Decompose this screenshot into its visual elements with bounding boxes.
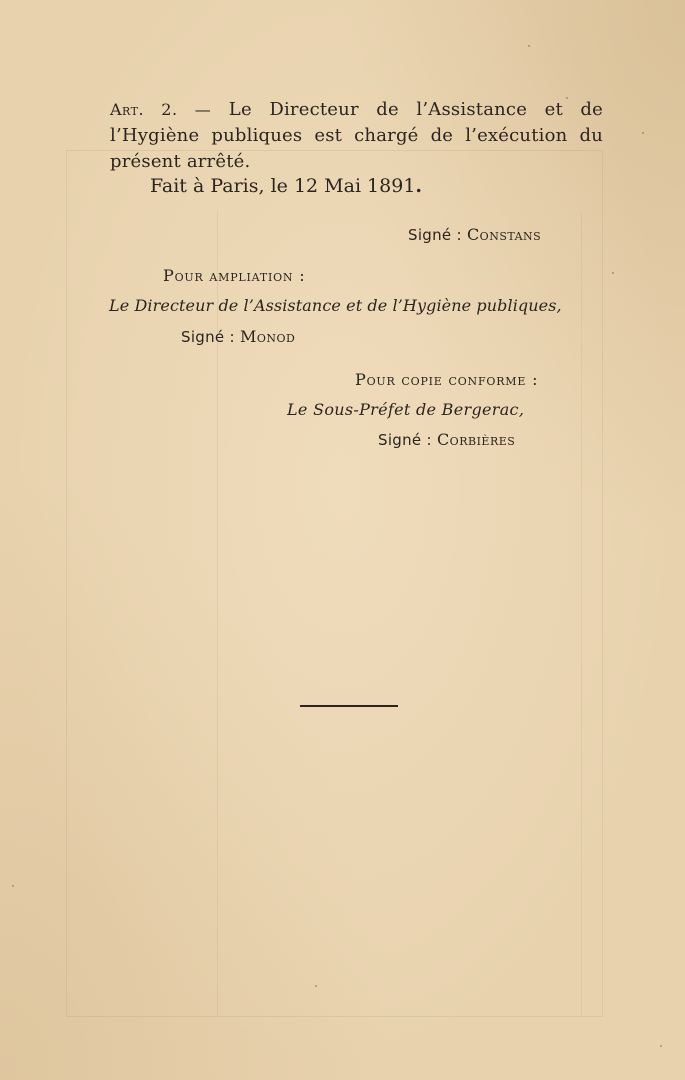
date-place-period: . — [415, 175, 423, 197]
signatory-name: Monod — [239, 327, 296, 346]
date-place-line — [150, 175, 422, 197]
article-line-2: l’Hygiène publiques est chargé de l’exécution du — [110, 125, 603, 146]
ampliation-heading: Pour ampliation : — [163, 266, 306, 285]
signature-minister — [408, 225, 541, 244]
signature-prefix: Signé : — [378, 431, 437, 449]
copie-conforme-heading: Pour copie conforme : — [355, 370, 539, 389]
signatory-name: Constans — [466, 225, 542, 244]
bleed-through-column-rule — [581, 211, 582, 1016]
signature-sous-prefet — [378, 430, 515, 449]
article-text-line: Le Directeur de l’Assistance et de — [228, 99, 603, 120]
signature-prefix: Signé : — [181, 328, 240, 346]
article-line-3: présent arrêté. — [110, 151, 251, 172]
paper-speck — [642, 132, 644, 134]
signature-prefix: Signé : — [408, 226, 467, 244]
article-2-paragraph — [110, 97, 603, 175]
article-line-1 — [110, 97, 603, 123]
signatory-name: Corbières — [436, 430, 516, 449]
article-label: Art. 2. — — [110, 100, 212, 119]
paper-speck — [566, 97, 568, 99]
date-place-text: Fait à Paris, le 12 Mai 1891 — [150, 175, 416, 197]
ampliation-signatory-title: Le Directeur de l’Assistance et de l’Hygiène publiques, — [109, 296, 562, 315]
paper-speck — [315, 985, 317, 987]
closing-rule — [300, 705, 398, 707]
copie-signatory-title: Le Sous-Préfet de Bergerac, — [287, 400, 525, 419]
paper-speck — [660, 1045, 662, 1047]
signature-directeur — [181, 327, 295, 346]
paper-speck — [528, 45, 530, 47]
paper-speck — [12, 885, 14, 887]
paper-speck — [612, 272, 614, 274]
bleed-through-table — [66, 150, 603, 1017]
